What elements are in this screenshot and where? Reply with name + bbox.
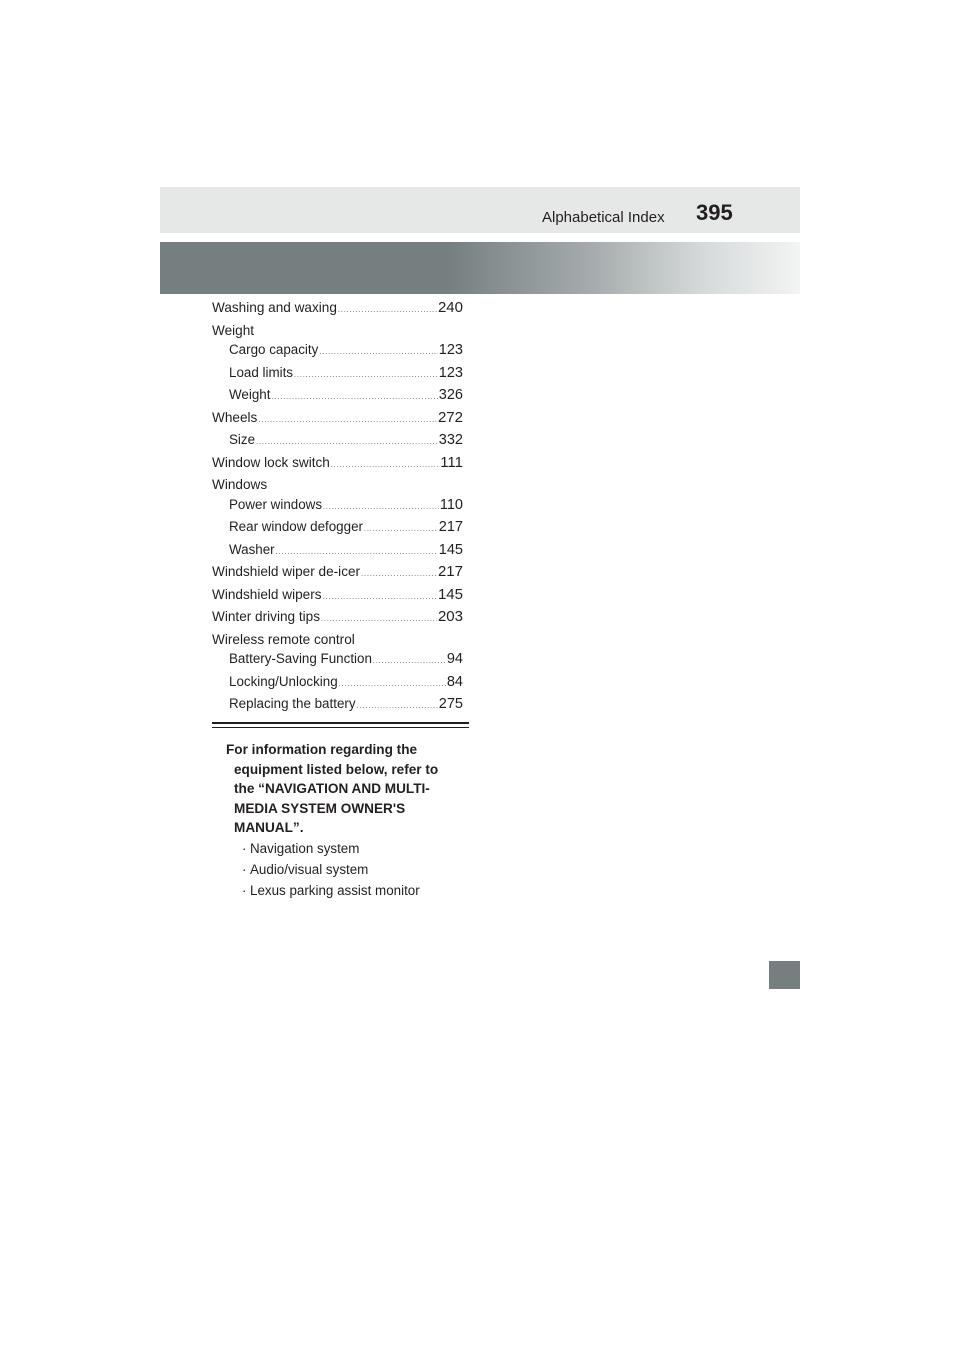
entry-label: Winter driving tips xyxy=(212,609,321,624)
entry-label: Size xyxy=(229,432,256,447)
entry-page-number: 203 xyxy=(437,608,463,625)
divider-bottom xyxy=(212,727,469,728)
entry-label: Weight xyxy=(229,387,271,402)
index-entry xyxy=(212,630,463,650)
bullet-mark: · xyxy=(242,883,247,898)
list-item xyxy=(242,838,420,859)
dot-leader xyxy=(338,301,437,321)
dot-leader xyxy=(276,543,438,563)
list-item-label: Audio/visual system xyxy=(250,862,369,877)
entry-page-number: 217 xyxy=(438,519,463,535)
system-list xyxy=(242,838,420,901)
entry-label: Battery-Saving Function xyxy=(229,651,372,666)
entry-page-number: 272 xyxy=(437,408,463,426)
entry-label: Cargo capacity xyxy=(229,342,319,357)
index-entry xyxy=(212,475,463,495)
page-number: 395 xyxy=(696,200,733,225)
dot-leader xyxy=(321,610,437,630)
entry-page-number: 123 xyxy=(438,364,463,381)
dot-leader xyxy=(294,366,438,386)
index-subentry xyxy=(212,340,463,363)
entry-page-number: 240 xyxy=(437,299,463,316)
entry-page-number: 332 xyxy=(438,432,463,448)
reference-note xyxy=(226,740,476,838)
entry-label: Power windows xyxy=(229,496,323,512)
index-subentry xyxy=(212,430,463,453)
note-line: MANUAL”. xyxy=(234,820,304,836)
index-entry xyxy=(212,585,463,608)
entry-label: Washing and waxing xyxy=(212,300,337,315)
section-tab xyxy=(769,961,800,989)
entry-page-number: 145 xyxy=(437,585,463,603)
entry-label: Wireless remote control xyxy=(212,631,355,647)
entry-page-number: 326 xyxy=(438,387,463,403)
index-entry xyxy=(212,298,463,321)
dot-leader xyxy=(323,498,439,518)
list-item xyxy=(242,880,420,901)
dot-leader xyxy=(331,456,439,476)
bullet-mark: · xyxy=(242,841,247,856)
gradient-band xyxy=(160,242,800,294)
index-entry xyxy=(212,607,463,630)
index-subentry xyxy=(212,649,463,672)
dot-leader xyxy=(364,520,438,540)
note-line: For information regarding the xyxy=(226,742,418,757)
dot-leader xyxy=(357,697,438,717)
bullet-mark: · xyxy=(242,862,247,877)
entry-label: Windshield wipers xyxy=(212,586,322,602)
index-entry xyxy=(212,321,463,341)
entry-label: Weight xyxy=(212,322,255,338)
list-item xyxy=(242,859,420,880)
note-line: equipment listed below, refer to xyxy=(234,761,439,777)
dot-leader xyxy=(258,411,437,431)
entry-label: Washer xyxy=(229,541,275,557)
divider-top xyxy=(212,722,469,724)
index-entry xyxy=(212,408,463,431)
note-line: MEDIA SYSTEM OWNER'S xyxy=(234,800,406,816)
entry-page-number: 145 xyxy=(438,541,463,558)
entry-label: Windows xyxy=(212,477,268,492)
dot-leader xyxy=(373,652,446,672)
index-subentry xyxy=(212,495,463,518)
dot-leader xyxy=(339,675,446,695)
entry-label: Rear window defogger xyxy=(229,519,363,534)
entry-page-number: 84 xyxy=(446,673,463,690)
index-subentry xyxy=(212,672,463,695)
entry-page-number: 110 xyxy=(439,496,463,513)
entry-label: Load limits xyxy=(229,364,294,380)
dot-leader xyxy=(271,388,437,408)
list-item-label: Navigation system xyxy=(250,841,360,856)
index-subentry xyxy=(212,540,463,563)
entry-label: Locking/Unlocking xyxy=(229,673,338,689)
dot-leader xyxy=(323,588,437,608)
list-item-label: Lexus parking assist monitor xyxy=(250,883,420,898)
entry-page-number: 94 xyxy=(446,651,463,667)
dot-leader xyxy=(361,565,437,585)
entry-label: Wheels xyxy=(212,409,258,425)
entry-page-number: 275 xyxy=(438,696,463,712)
entry-page-number: 123 xyxy=(438,342,463,358)
index-entry xyxy=(212,453,463,476)
section-title: Alphabetical Index xyxy=(542,209,665,226)
index-entry xyxy=(212,562,463,585)
index-subentry xyxy=(212,385,463,408)
dot-leader xyxy=(319,343,437,363)
entry-label: Window lock switch xyxy=(212,454,330,470)
index-subentry xyxy=(212,694,463,717)
entry-page-number: 111 xyxy=(440,453,463,471)
index-subentry xyxy=(212,517,463,540)
entry-page-number: 217 xyxy=(437,563,463,580)
entry-label: Replacing the battery xyxy=(229,696,356,711)
dot-leader xyxy=(256,433,438,453)
index-list xyxy=(212,298,463,717)
index-subentry xyxy=(212,363,463,386)
entry-label: Windshield wiper de-icer xyxy=(212,564,361,579)
note-line: the “NAVIGATION AND MULTI- xyxy=(234,781,430,797)
